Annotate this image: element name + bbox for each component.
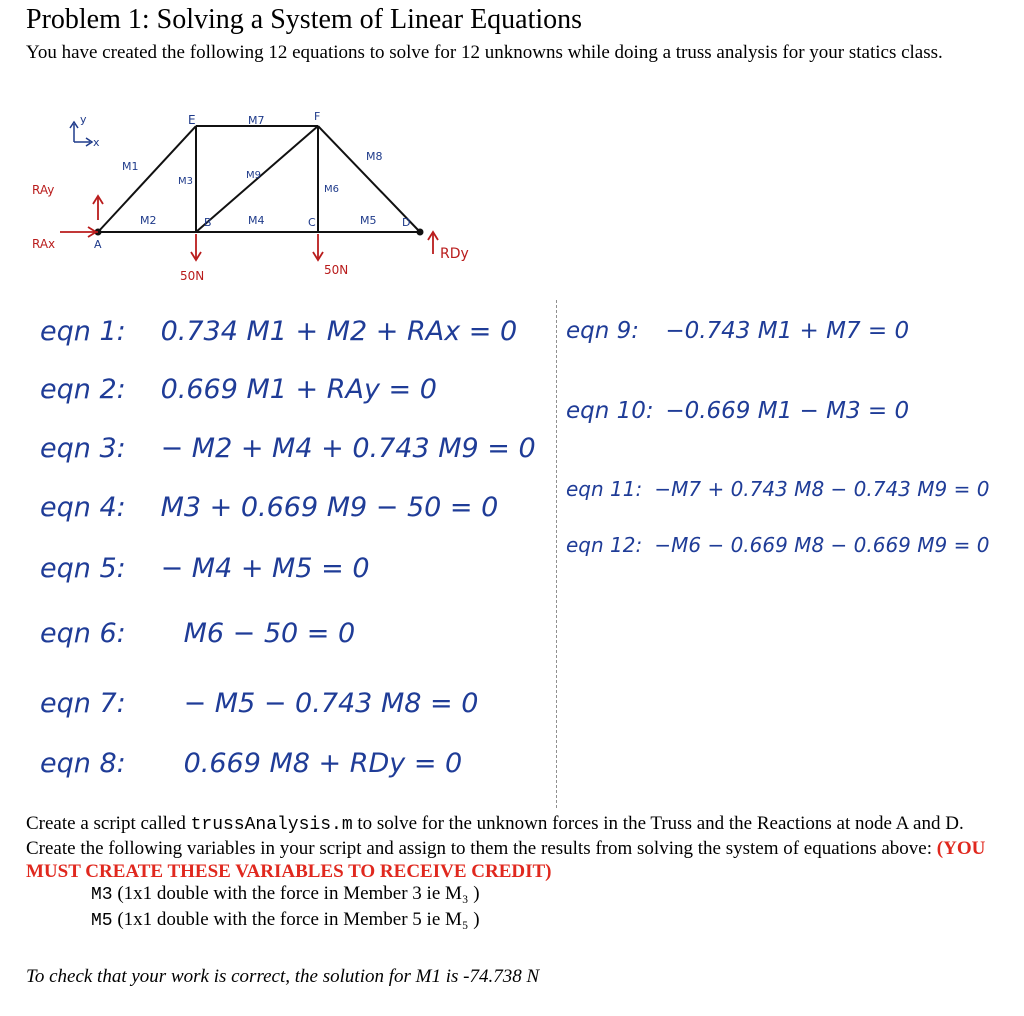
equation-1 — [40, 316, 517, 347]
credit-warning: (YOU MUST CREATE THESE VARIABLES TO RECEIVE CREDIT) — [26, 838, 986, 882]
equation-expression: 0.734 M1 + M2 + RAx = 0 — [160, 316, 518, 347]
equation-expression: − M5 − 0.743 M8 = 0 — [183, 688, 479, 719]
equation-12 — [566, 533, 989, 557]
variable-description: (1x1 double with the force in Member 5 ie M₅ ) — [112, 909, 480, 930]
reaction-rax-label: RAx — [32, 237, 56, 251]
node-a-label: A — [94, 238, 102, 251]
equation-11 — [566, 477, 989, 501]
equation-10 — [566, 398, 909, 424]
variable-name: M3 — [91, 885, 113, 905]
axis-y-label: y — [80, 113, 87, 126]
equation-label: eqn 10: — [566, 398, 654, 424]
equation-9 — [566, 318, 909, 344]
force-arrows — [60, 196, 438, 260]
equation-label: eqn 9: — [566, 318, 640, 344]
node-b-label: B — [204, 216, 212, 229]
equation-label: eqn 1: — [40, 316, 126, 347]
equation-expression: 0.669 M1 + RAy = 0 — [160, 374, 437, 405]
load-c-label: 50N — [324, 263, 349, 277]
equation-label: eqn 8: — [40, 748, 126, 779]
equation-6 — [40, 618, 355, 649]
script-filename: trussAnalysis.m — [190, 815, 353, 835]
variable-name: M5 — [91, 911, 113, 931]
page-title: Problem 1: Solving a System of Linear Equations — [26, 4, 583, 35]
instructions-paragraph — [26, 812, 1001, 883]
member-label-m9: M9 — [246, 170, 261, 181]
equation-expression: − M4 + M5 = 0 — [160, 553, 370, 584]
equation-expression: M6 − 50 = 0 — [183, 618, 356, 649]
equation-label: eqn 5: — [40, 553, 126, 584]
equation-label: eqn 4: — [40, 492, 126, 523]
equation-expression: − M2 + M4 + 0.743 M9 = 0 — [160, 433, 536, 464]
node-e-label: E — [188, 113, 196, 127]
equation-7 — [40, 688, 478, 719]
intro-text: You have created the following 12 equations to solve for 12 unknowns while doing a truss analysis for your statics class. — [26, 42, 943, 63]
variable-description: (1x1 double with the force in Member 3 ie M₃ ) — [112, 883, 480, 904]
member-label-m6: M6 — [324, 184, 339, 195]
equation-label: eqn 3: — [40, 433, 126, 464]
equation-label: eqn 11: — [566, 477, 643, 501]
equation-5 — [40, 553, 370, 584]
instructions-part1: Create a script called — [26, 813, 191, 834]
variable-item — [91, 883, 480, 905]
member-label-m7: M7 — [248, 114, 265, 127]
equation-8 — [40, 748, 462, 779]
instructions-part2: to solve for the unknown forces in the Truss and the Reactions at node A and D. Create the following variables in your script and assign to them the results from solving the system of equations above: — [26, 813, 964, 859]
equation-expression: M3 + 0.669 M9 − 50 = 0 — [160, 492, 499, 523]
equation-expression: −M7 + 0.743 M8 − 0.743 M9 = 0 — [654, 477, 990, 501]
member-label-m4: M4 — [248, 214, 265, 227]
equation-2 — [40, 374, 437, 405]
member-label-m5: M5 — [360, 214, 377, 227]
equation-4 — [40, 492, 498, 523]
equation-label: eqn 2: — [40, 374, 126, 405]
reaction-ray-label: RAy — [32, 183, 55, 197]
equation-expression: −M6 − 0.669 M8 − 0.669 M9 = 0 — [654, 533, 990, 557]
check-note: To check that your work is correct, the solution for M1 is -74.738 N — [26, 966, 540, 987]
equation-label: eqn 7: — [40, 688, 126, 719]
reaction-rdy-label: RDy — [440, 246, 469, 262]
variable-item — [91, 909, 480, 931]
column-divider — [556, 300, 557, 808]
equation-expression: 0.669 M8 + RDy = 0 — [183, 748, 463, 779]
equation-3 — [40, 433, 536, 464]
equation-expression: −0.743 M1 + M7 = 0 — [665, 318, 910, 344]
member-label-m2: M2 — [140, 214, 157, 227]
node-d-label: D — [402, 216, 411, 229]
member-label-m3: M3 — [178, 176, 193, 187]
equation-label: eqn 12: — [566, 533, 643, 557]
truss-diagram — [30, 108, 490, 288]
axis-x-label: x — [93, 136, 100, 149]
node-c-label: C — [308, 216, 316, 229]
member-label-m8: M8 — [366, 150, 383, 163]
node-f-label: F — [314, 110, 321, 123]
equation-expression: −0.669 M1 − M3 = 0 — [665, 398, 910, 424]
load-b-label: 50N — [180, 269, 205, 283]
member-label-m1: M1 — [122, 160, 139, 173]
equation-label: eqn 6: — [40, 618, 126, 649]
